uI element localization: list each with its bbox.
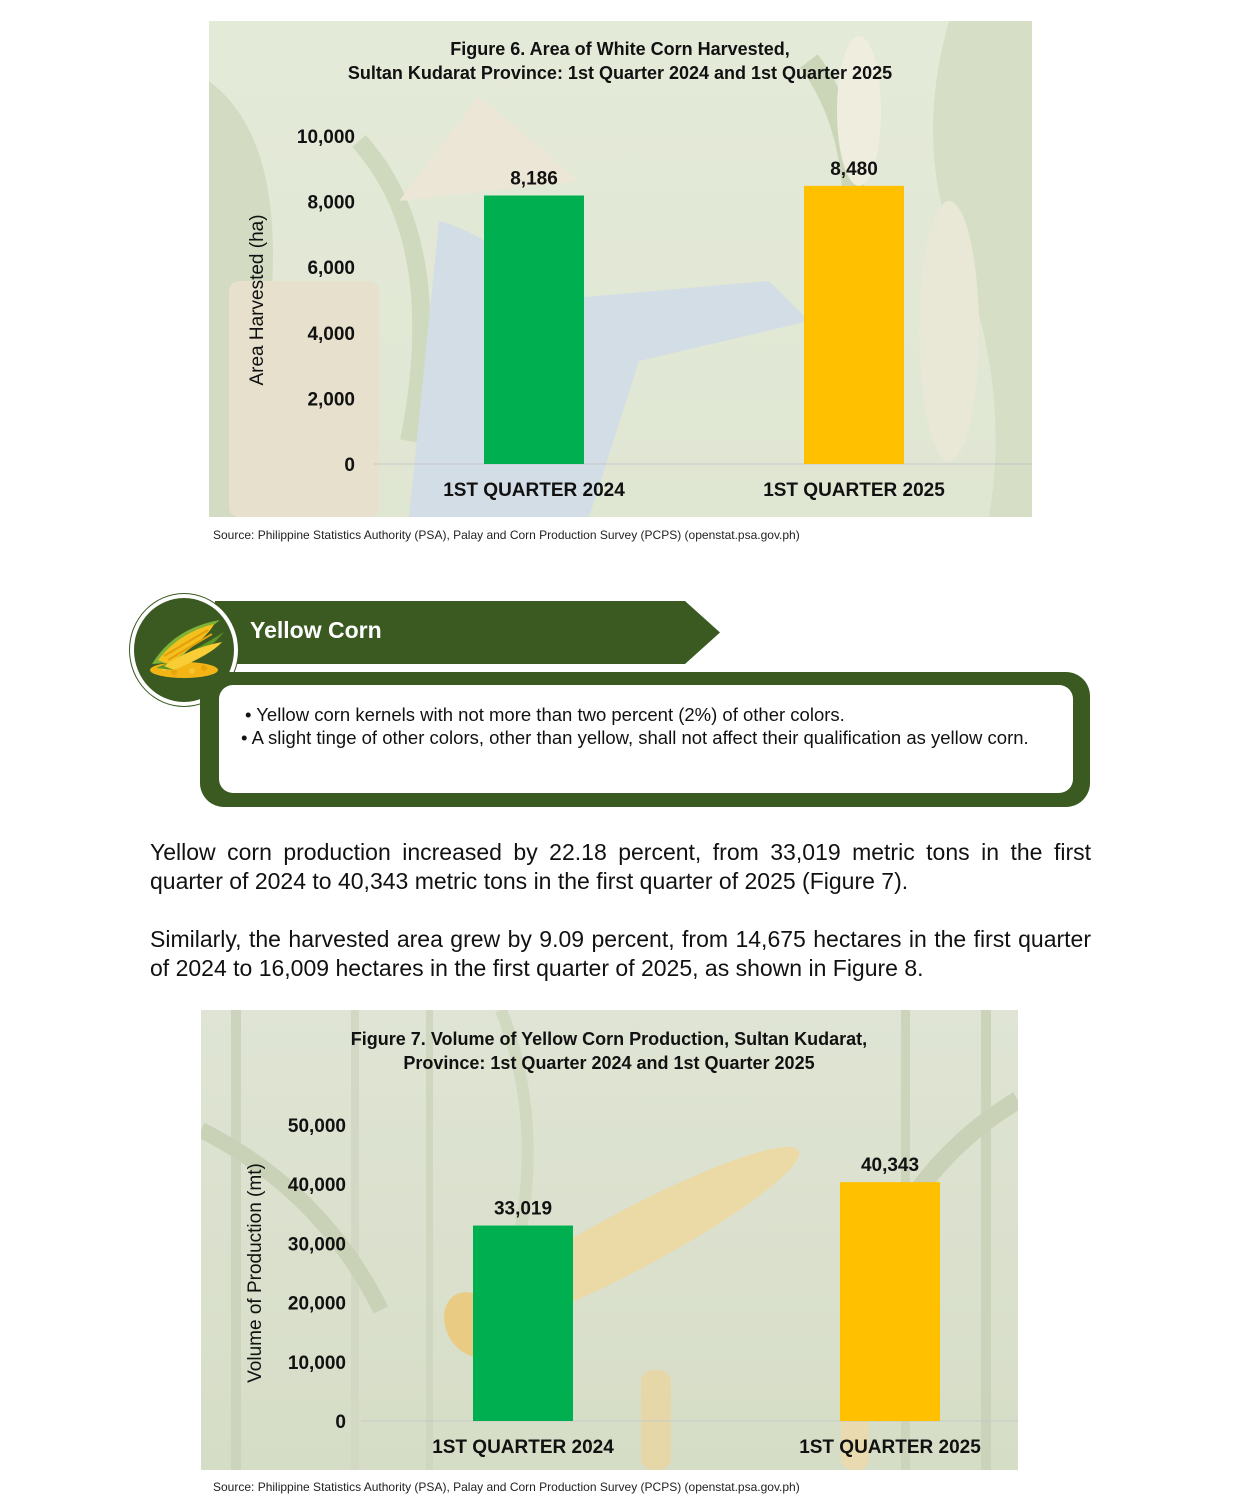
figure-7-chart (201, 1010, 1018, 1470)
bar (804, 186, 904, 464)
x-category-label: 1ST QUARTER 2025 (763, 480, 945, 501)
y-axis-label: Volume of Production (mt) (245, 1163, 266, 1383)
chart-subtitle: Sultan Kudarat Province: 1st Quarter 2024 and 1st Quarter 2025 (347, 63, 893, 83)
y-tick-label: 10,000 (287, 1352, 346, 1374)
bar-value-label: 8,480 (830, 158, 878, 180)
chart-subtitle: Province: 1st Quarter 2024 and 1st Quarter 2025 (403, 1053, 815, 1073)
definition-item-2: • A slight tinge of other colors, other than yellow, shall not affect their qualification as yellow corn. (241, 727, 1029, 748)
chart-title: Figure 6. Area of White Corn Harvested, (450, 39, 790, 59)
paragraph-production: Yellow corn production increased by 22.18 percent, from 33,019 metric tons in the first quarter of 2024 to 40,343 metric tons in the first quarter of 2025 (Figure 7). (150, 839, 1091, 894)
chart-title: Figure 7. Volume of Yellow Corn Production, Sultan Kudarat, (350, 1029, 868, 1049)
y-axis-label: Area Harvested (ha) (247, 214, 268, 386)
figure-6-chart (209, 21, 1032, 517)
y-tick-label: 30,000 (287, 1234, 346, 1256)
y-tick-label: 6,000 (307, 258, 355, 280)
figure-7-source: Source: Philippine Statistics Authority (PSA), Palay and Corn Production Survey (PCPS) (openstat.psa.gov.ph) (213, 1480, 800, 1494)
bar (484, 195, 584, 464)
definition-item-1: • Yellow corn kernels with not more than two percent (2%) of other colors. (245, 704, 845, 725)
bar (473, 1226, 573, 1421)
definition-content (219, 685, 1073, 793)
yellow-corn-definition-box (200, 672, 1090, 807)
y-tick-label: 4,000 (307, 323, 355, 345)
y-tick-label: 50,000 (287, 1116, 346, 1137)
x-category-label: 1ST QUARTER 2024 (443, 480, 625, 501)
bar-value-label: 8,186 (510, 168, 558, 190)
section-title: Yellow Corn (250, 617, 382, 643)
y-tick-label: 2,000 (307, 389, 355, 411)
y-tick-label: 0 (344, 455, 355, 476)
y-tick-label: 10,000 (296, 127, 355, 148)
bar-value-label: 40,343 (860, 1155, 920, 1177)
bar (840, 1182, 940, 1421)
bar-value-label: 33,019 (493, 1198, 553, 1220)
y-tick-label: 8,000 (307, 192, 355, 214)
x-category-label: 1ST QUARTER 2024 (432, 1437, 614, 1458)
figure-6-source: Source: Philippine Statistics Authority (PSA), Palay and Corn Production Survey (PCPS) (openstat.psa.gov.ph) (213, 528, 800, 542)
y-tick-label: 40,000 (287, 1175, 346, 1197)
y-tick-label: 20,000 (287, 1293, 346, 1315)
y-tick-label: 0 (335, 1412, 346, 1433)
paragraph-harvested-area: Similarly, the harvested area grew by 9.09 percent, from 14,675 hectares in the first quarter of 2024 to 16,009 hectares in the first quarter of 2025, as shown in Figure 8. (150, 926, 1091, 981)
x-category-label: 1ST QUARTER 2025 (799, 1437, 981, 1458)
